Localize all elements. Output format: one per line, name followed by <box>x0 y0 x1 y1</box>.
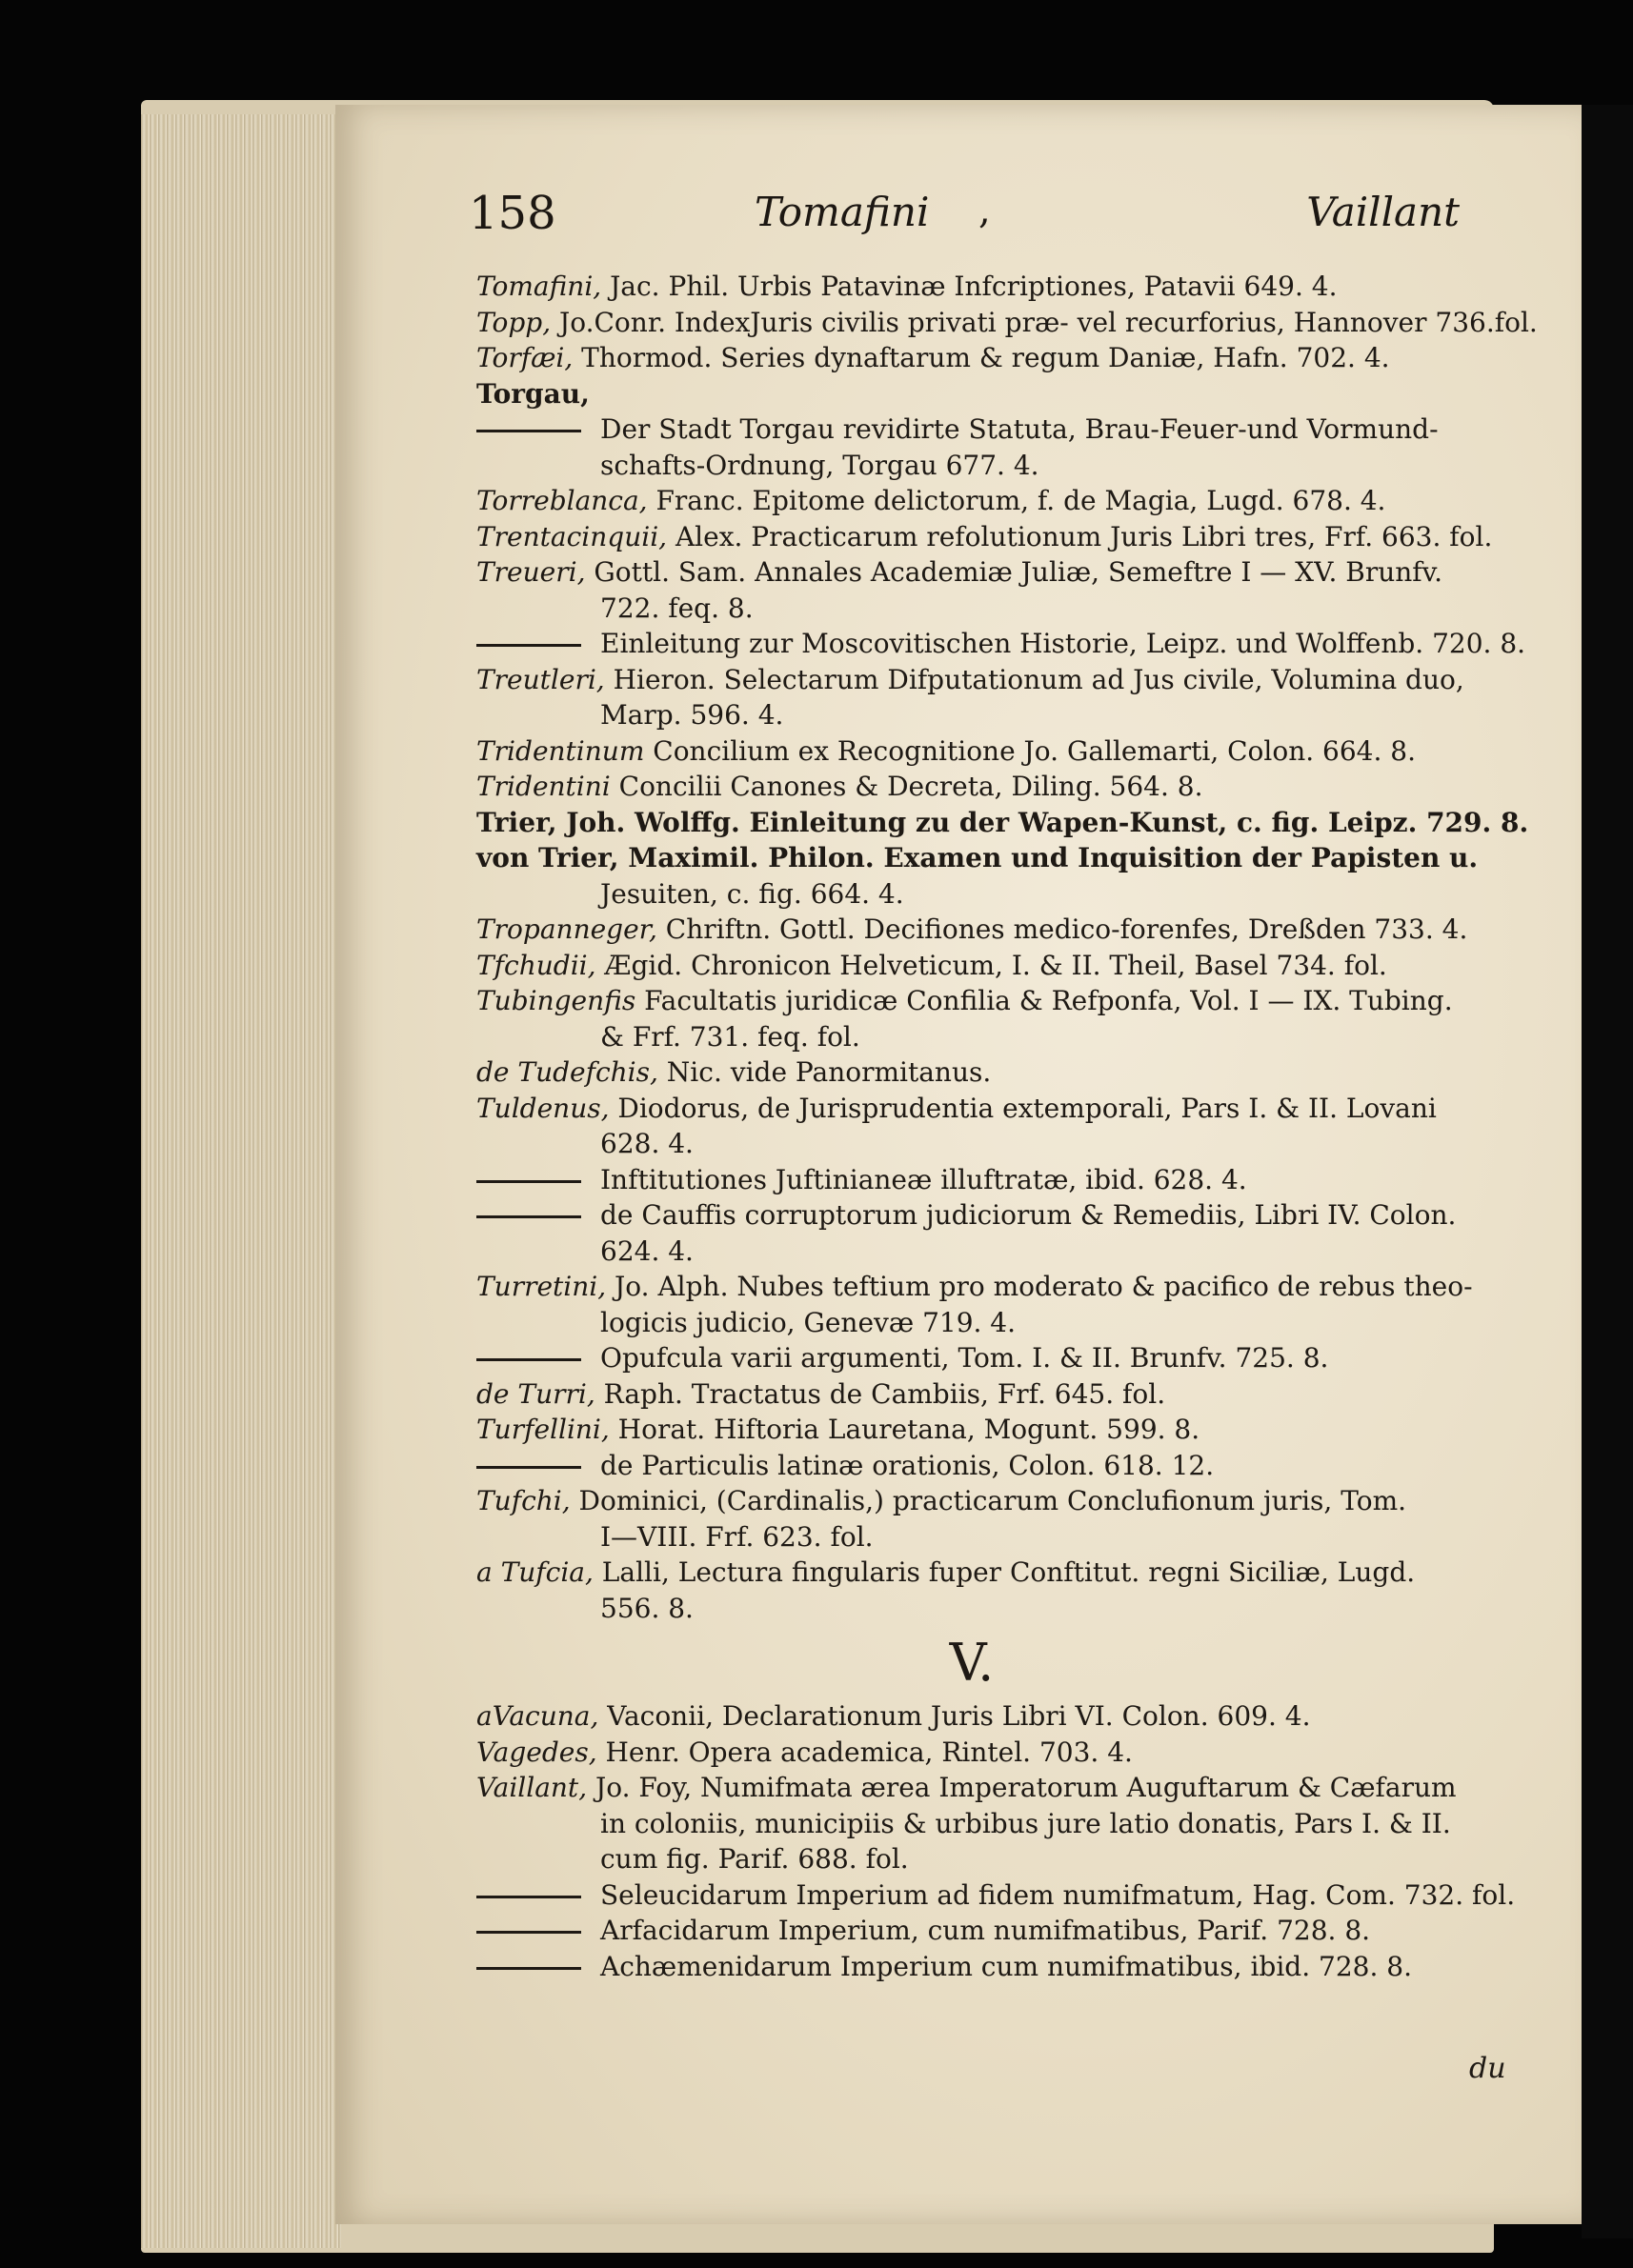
bibliography-entry <box>476 1519 1524 1555</box>
entry-text: Inftitutiones Juftinianeæ illuftratæ, ibid. 628. 4. <box>600 1163 1247 1195</box>
entry-text: schafts-Ordnung, Torgau 677. 4. <box>600 449 1039 481</box>
left-keyword: Tomafini <box>755 189 930 235</box>
entry-head: Vaillant, <box>476 1772 588 1803</box>
bibliography-entry <box>476 1448 1524 1484</box>
entry-text: Joh. Wolffg. Einleitung zu der Wapen-Kunst, c. fig. Leipz. 729. 8. <box>556 806 1529 838</box>
bibliography-entry <box>476 269 1524 305</box>
ditto-dash <box>476 1967 581 1970</box>
entry-text: Maximil. Philon. Examen und Inquisition der Papisten u. <box>618 842 1479 873</box>
bibliography-entry <box>476 1770 1524 1806</box>
entry-head: Tridentini <box>476 771 611 802</box>
entry-text: Einleitung zur Moscovitischen Historie, Leipz. und Wolffenb. 720. 8. <box>600 628 1526 659</box>
bibliography-entry <box>476 662 1524 698</box>
entry-text: Alex. Practicarum refolutionum Juris Libri tres, Frf. 663. fol. <box>667 520 1493 552</box>
entry-head: Trentacinquii, <box>476 520 668 552</box>
bibliography-entry <box>476 1269 1524 1305</box>
entry-text: Concilium ex Recognitione Jo. Gallemarti, Colon. 664. 8. <box>644 734 1417 767</box>
entry-text: cum fig. Parif. 688. fol. <box>600 1843 909 1875</box>
bibliography-entry <box>476 840 1524 876</box>
bibliography-entry <box>476 626 1524 662</box>
entry-text: Der Stadt Torgau revidirte Statuta, Brau-Feuer-und Vormund- <box>600 413 1439 445</box>
page-edges <box>141 114 341 2248</box>
ditto-dash <box>476 1896 581 1898</box>
entry-text: Henr. Opera academica, Rintel. 703. 4. <box>596 1736 1133 1768</box>
entry-text: in coloniis, municipiis & urbibus jure latio donatis, Pars I. & II. <box>600 1807 1451 1839</box>
bibliography-entry <box>476 1949 1524 1985</box>
bibliography-entry <box>476 733 1524 770</box>
entry-list <box>476 269 1538 1984</box>
bibliography-entry <box>476 411 1524 448</box>
entry-text: Lalli, Lectura fingularis fuper Conftitut. regni Siciliæ, Lugd. <box>593 1556 1416 1588</box>
entry-text: Thormod. Series dynaftarum & regum Daniæ, Hafn. 702. 4. <box>573 342 1390 373</box>
entry-text: de Cauffis corruptorum judiciorum & Remediis, Libri IV. Colon. <box>600 1199 1457 1231</box>
bibliography-entry <box>476 1234 1524 1270</box>
entry-text: Gottl. Sam. Annales Academiæ Juliæ, Semeftre I — XV. Brunfv. <box>585 556 1443 588</box>
bibliography-entry <box>476 305 1538 341</box>
entry-text: Jac. Phil. Urbis Patavinæ Infcriptiones, Patavii 649. 4. <box>601 271 1338 302</box>
bibliography-entry <box>476 1841 1524 1877</box>
entry-text: Jo.Conr. IndexJuris civilis privati præ- vel recurforius, Hannover 736.fol. <box>551 306 1538 338</box>
bibliography-entry <box>476 1197 1524 1234</box>
right-keyword: Vaillant <box>1306 189 1460 235</box>
entry-text: Jo. Alph. Nubes teftium pro moderato & pacifico de rebus theo- <box>606 1271 1473 1302</box>
bibliography-entry <box>476 1376 1524 1413</box>
page-number: 158 <box>469 187 556 240</box>
bibliography-entry <box>476 912 1524 948</box>
head-dot: , <box>978 189 991 232</box>
entry-text: 628. 4. <box>600 1128 694 1159</box>
entry-head: de Turri, <box>476 1377 595 1410</box>
bibliography-entry <box>476 1126 1524 1162</box>
bibliography-entry <box>476 1054 1524 1091</box>
entry-text: Horat. Hiftoria Lauretana, Mogunt. 599. 8. <box>609 1414 1200 1445</box>
bibliography-entry <box>476 1698 1524 1735</box>
entry-text: Arfacidarum Imperium, cum numifmatibus, Parif. 728. 8. <box>600 1915 1371 1946</box>
bibliography-entry <box>476 376 1524 412</box>
entry-text: Concilii Canones & Decreta, Diling. 564. 8. <box>610 771 1203 802</box>
bibliography-entry <box>476 876 1524 913</box>
entry-text: Seleucidarum Imperium ad fidem numifmatum, Hag. Com. 732. fol. <box>600 1878 1516 1911</box>
section-letter-v: V. <box>949 1633 995 1693</box>
entry-head: Tropanneger, <box>476 913 657 945</box>
entry-text: & Frf. 731. feq. fol. <box>600 1020 860 1053</box>
entry-text: Franc. Epitome delictorum, f. de Magia, Lugd. 678. 4. <box>647 485 1386 516</box>
entry-text: Raph. Tractatus de Cambiis, Frf. 645. fol. <box>595 1377 1166 1410</box>
entry-text: Hieron. Selectarum Difputationum ad Jus civile, Volumina duo, <box>604 663 1464 695</box>
catchword: du <box>1469 2052 1506 2085</box>
bibliography-entry <box>476 1555 1524 1591</box>
entry-head: Torreblanca, <box>476 485 648 516</box>
bibliography-entry <box>476 591 1524 627</box>
entry-text: 624. 4. <box>600 1234 694 1267</box>
bibliography-entry <box>476 1162 1524 1198</box>
entry-text: logicis judicio, Genevæ 719. 4. <box>600 1306 1017 1338</box>
bibliography-entry <box>476 769 1524 805</box>
bibliography-entry <box>476 697 1524 733</box>
bibliography-entry <box>476 519 1524 555</box>
entry-head: Topp, <box>476 306 552 338</box>
entry-head: Vagedes, <box>476 1736 597 1768</box>
bibliography-entry <box>476 948 1524 984</box>
bibliography-entry <box>476 1877 1524 1914</box>
v-entries <box>476 1698 1524 1984</box>
entry-text: Opufcula varii argumenti, Tom. I. & II. Brunfv. 725. 8. <box>600 1342 1329 1374</box>
bibliography-entry <box>476 448 1524 484</box>
ditto-dash <box>476 1931 581 1934</box>
entry-head: Treueri, <box>476 556 586 588</box>
entry-head: Turretini, <box>476 1271 607 1302</box>
entry-head: Turfellini, <box>476 1414 610 1445</box>
bibliography-entry <box>476 1735 1524 1771</box>
entry-text: Facultatis juridicæ Confilia & Refponfa, Vol. I — IX. Tubing. <box>635 985 1453 1016</box>
entry-text: 556. 8. <box>600 1592 694 1624</box>
entry-text: 722. feq. 8. <box>600 592 754 624</box>
bibliography-entry <box>476 1019 1524 1055</box>
entry-text: Jo. Foy, Numifmata ærea Imperatorum Auguftarum & Cæfarum <box>587 1772 1457 1803</box>
entry-text: Jesuiten, c. fig. 664. 4. <box>600 877 904 910</box>
bibliography-entry <box>476 1091 1524 1127</box>
bibliography-entry <box>476 1340 1524 1376</box>
ditto-dash <box>476 1466 581 1469</box>
entry-head: Tuldenus, <box>476 1092 610 1124</box>
bibliography-entry <box>476 483 1524 519</box>
bibliography-entry <box>476 1412 1524 1448</box>
running-head <box>469 187 1460 244</box>
entry-head: aVacuna, <box>476 1700 599 1732</box>
entry-text: Dominici, (Cardinalis,) practicarum Conclufionum juris, Tom. <box>570 1485 1407 1516</box>
entry-head: Trier, <box>476 806 557 838</box>
bibliography-entry <box>476 1806 1524 1842</box>
bibliography-entry <box>476 340 1524 376</box>
t-entries <box>476 269 1538 1626</box>
entry-head: Torfæi, <box>476 342 574 373</box>
entry-head: Tomafini, <box>476 271 602 302</box>
bibliography-entry <box>476 1483 1524 1519</box>
bibliography-entry <box>476 1305 1524 1341</box>
entry-head: Tridentinum <box>476 734 645 767</box>
entry-text: Chriftn. Gottl. Decifiones medico-forenfes, Dreßden 733. 4. <box>656 913 1468 945</box>
entry-head: Treutleri, <box>476 663 605 695</box>
entry-text: I—VIII. Frf. 623. fol. <box>600 1520 874 1553</box>
bibliography-entry <box>476 554 1524 591</box>
ditto-dash <box>476 1358 581 1361</box>
entry-head: Tfchudii, <box>476 949 596 981</box>
bibliography-entry <box>476 983 1524 1019</box>
entry-text: Marp. 596. 4. <box>600 699 784 731</box>
entry-head: Torgau, <box>476 377 590 410</box>
bibliography-entry <box>476 1591 1524 1627</box>
bibliography-entry <box>476 1913 1524 1949</box>
entry-head: de Tudefchis, <box>476 1056 658 1088</box>
ditto-dash <box>476 430 581 432</box>
entry-head: von Trier, <box>476 842 619 873</box>
entry-text: Ægid. Chronicon Helveticum, I. & II. Theil, Basel 734. fol. <box>595 949 1387 981</box>
entry-text: de Particulis latinæ orationis, Colon. 618. 12. <box>600 1449 1215 1481</box>
right-shadow <box>1582 105 1633 2238</box>
ditto-dash <box>476 1180 581 1183</box>
ditto-dash <box>476 1215 581 1218</box>
entry-text: Vaconii, Declarationum Juris Libri VI. Colon. 609. 4. <box>598 1700 1311 1732</box>
bibliography-entry <box>476 805 1529 841</box>
entry-head: Tubingenfis <box>476 985 636 1016</box>
entry-head: Tufchi, <box>476 1485 571 1516</box>
entry-text: Nic. vide Panormitanus. <box>657 1056 992 1088</box>
entry-text: Achæmenidarum Imperium cum numifmatibus, ibid. 728. 8. <box>600 1950 1412 1982</box>
entry-head: a Tufcia, <box>476 1556 594 1588</box>
entry-text: Diodorus, de Jurisprudentia extemporali, Pars I. & II. Lovani <box>609 1092 1437 1124</box>
ditto-dash <box>476 644 581 647</box>
